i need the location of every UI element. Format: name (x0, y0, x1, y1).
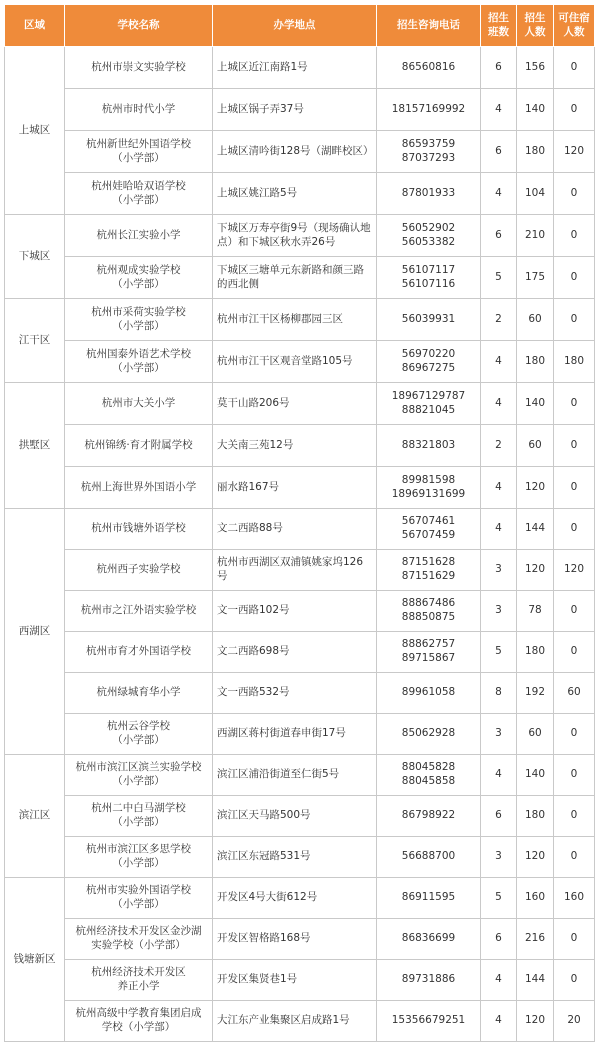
district-cell: 下城区 (5, 215, 65, 299)
school-name: 杭州长江实验小学 (65, 215, 213, 257)
student-count: 60 (517, 714, 554, 755)
student-count: 120 (517, 467, 554, 509)
boarding-count: 0 (554, 837, 595, 878)
header-students: 招生 人数 (517, 5, 554, 47)
school-address: 大江东产业集聚区启成路1号 (213, 1001, 377, 1042)
boarding-count: 0 (554, 383, 595, 425)
class-count: 4 (481, 383, 517, 425)
school-phone: 18157169992 (377, 89, 481, 131)
school-phone: 86798922 (377, 796, 481, 837)
boarding-count: 0 (554, 755, 595, 796)
table-row (5, 509, 595, 550)
boarding-count: 0 (554, 47, 595, 89)
table-row (5, 341, 595, 383)
table-row (5, 591, 595, 632)
district-cell: 滨江区 (5, 755, 65, 878)
class-count: 3 (481, 550, 517, 591)
student-count: 180 (517, 341, 554, 383)
class-count: 4 (481, 341, 517, 383)
student-count: 140 (517, 755, 554, 796)
school-name: 杭州国泰外语艺术学校 （小学部） (65, 341, 213, 383)
student-count: 140 (517, 383, 554, 425)
student-count: 175 (517, 257, 554, 299)
table-row (5, 919, 595, 960)
school-address: 文一西路102号 (213, 591, 377, 632)
school-address: 文一西路532号 (213, 673, 377, 714)
school-phone: 87151628 87151629 (377, 550, 481, 591)
school-name: 杭州绿城育华小学 (65, 673, 213, 714)
table-row (5, 796, 595, 837)
school-name: 杭州市之江外语实验学校 (65, 591, 213, 632)
school-phone: 86836699 (377, 919, 481, 960)
student-count: 60 (517, 425, 554, 467)
school-phone: 56707461 56707459 (377, 509, 481, 550)
boarding-count: 60 (554, 673, 595, 714)
school-address: 杭州市江干区观音堂路105号 (213, 341, 377, 383)
school-address: 上城区清吟街128号（湖畔校区） (213, 131, 377, 173)
student-count: 210 (517, 215, 554, 257)
class-count: 5 (481, 632, 517, 673)
school-phone: 56970220 86967275 (377, 341, 481, 383)
student-count: 120 (517, 1001, 554, 1042)
table-row (5, 550, 595, 591)
school-address: 上城区姚江路5号 (213, 173, 377, 215)
class-count: 2 (481, 299, 517, 341)
school-address: 上城区近江南路1号 (213, 47, 377, 89)
school-table (4, 4, 595, 1042)
student-count: 180 (517, 632, 554, 673)
boarding-count: 0 (554, 299, 595, 341)
class-count: 6 (481, 796, 517, 837)
header-phone: 招生咨询电话 (377, 5, 481, 47)
student-count: 192 (517, 673, 554, 714)
table-row (5, 960, 595, 1001)
table-row (5, 383, 595, 425)
class-count: 5 (481, 878, 517, 919)
class-count: 4 (481, 755, 517, 796)
class-count: 6 (481, 919, 517, 960)
school-address: 丽水路167号 (213, 467, 377, 509)
school-phone: 56052902 56053382 (377, 215, 481, 257)
student-count: 144 (517, 960, 554, 1001)
school-name: 杭州市钱塘外语学校 (65, 509, 213, 550)
school-name: 杭州新世纪外国语学校 （小学部） (65, 131, 213, 173)
boarding-count: 0 (554, 215, 595, 257)
school-address: 滨江区东冠路531号 (213, 837, 377, 878)
school-address: 下城区万寿亭街9号（现场确认地点）和下城区秋水弄26号 (213, 215, 377, 257)
school-name: 杭州市崇文实验学校 (65, 47, 213, 89)
class-count: 3 (481, 837, 517, 878)
school-name: 杭州市滨江区滨兰实验学校 （小学部） (65, 755, 213, 796)
school-phone: 56039931 (377, 299, 481, 341)
school-address: 西湖区蒋村街道春申街17号 (213, 714, 377, 755)
header-school: 学校名称 (65, 5, 213, 47)
table-row (5, 215, 595, 257)
class-count: 8 (481, 673, 517, 714)
school-phone: 85062928 (377, 714, 481, 755)
class-count: 3 (481, 591, 517, 632)
school-name: 杭州市实验外国语学校 （小学部） (65, 878, 213, 919)
school-name: 杭州经济技术开发区 养正小学 (65, 960, 213, 1001)
school-name: 杭州经济技术开发区金沙湖 实验学校（小学部） (65, 919, 213, 960)
school-phone: 86593759 87037293 (377, 131, 481, 173)
school-address: 杭州市西湖区双浦镇姚家坞126号 (213, 550, 377, 591)
student-count: 60 (517, 299, 554, 341)
school-phone: 56688700 (377, 837, 481, 878)
school-address: 杭州市江干区杨柳郡园三区 (213, 299, 377, 341)
class-count: 6 (481, 131, 517, 173)
school-phone: 88862757 89715867 (377, 632, 481, 673)
school-phone: 86911595 (377, 878, 481, 919)
table-row (5, 755, 595, 796)
student-count: 160 (517, 878, 554, 919)
table-row (5, 1001, 595, 1042)
district-cell: 江干区 (5, 299, 65, 383)
table-row (5, 673, 595, 714)
school-phone: 15356679251 (377, 1001, 481, 1042)
school-name: 杭州二中白马湖学校 （小学部） (65, 796, 213, 837)
class-count: 6 (481, 215, 517, 257)
student-count: 156 (517, 47, 554, 89)
school-address: 下城区三塘单元东新路和颜三路的西北侧 (213, 257, 377, 299)
boarding-count: 0 (554, 960, 595, 1001)
school-address: 上城区锅子弄37号 (213, 89, 377, 131)
table-row (5, 131, 595, 173)
school-name: 杭州云谷学校 （小学部） (65, 714, 213, 755)
boarding-count: 0 (554, 919, 595, 960)
school-address: 文二西路698号 (213, 632, 377, 673)
school-name: 杭州市滨江区多思学校 （小学部） (65, 837, 213, 878)
school-phone: 87801933 (377, 173, 481, 215)
class-count: 5 (481, 257, 517, 299)
table-row (5, 467, 595, 509)
table-row (5, 632, 595, 673)
boarding-count: 0 (554, 257, 595, 299)
boarding-count: 0 (554, 467, 595, 509)
table-row (5, 837, 595, 878)
student-count: 216 (517, 919, 554, 960)
school-name: 杭州市时代小学 (65, 89, 213, 131)
district-cell: 西湖区 (5, 509, 65, 755)
class-count: 3 (481, 714, 517, 755)
header-boarding: 可住宿 人数 (554, 5, 595, 47)
school-name: 杭州观成实验学校 （小学部） (65, 257, 213, 299)
boarding-count: 20 (554, 1001, 595, 1042)
boarding-count: 180 (554, 341, 595, 383)
student-count: 144 (517, 509, 554, 550)
school-name: 杭州上海世界外国语小学 (65, 467, 213, 509)
school-phone: 86560816 (377, 47, 481, 89)
class-count: 4 (481, 467, 517, 509)
student-count: 78 (517, 591, 554, 632)
class-count: 4 (481, 960, 517, 1001)
boarding-count: 0 (554, 591, 595, 632)
district-cell: 上城区 (5, 47, 65, 215)
school-phone: 88321803 (377, 425, 481, 467)
header-address: 办学地点 (213, 5, 377, 47)
school-name: 杭州锦绣·育才附属学校 (65, 425, 213, 467)
class-count: 2 (481, 425, 517, 467)
school-name: 杭州高级中学教育集团启成 学校（小学部） (65, 1001, 213, 1042)
boarding-count: 0 (554, 173, 595, 215)
school-phone: 89961058 (377, 673, 481, 714)
school-address: 滨江区天马路500号 (213, 796, 377, 837)
boarding-count: 120 (554, 131, 595, 173)
school-address: 滨江区浦沿街道至仁街5号 (213, 755, 377, 796)
class-count: 4 (481, 1001, 517, 1042)
school-phone: 18967129787 88821045 (377, 383, 481, 425)
header-row (5, 5, 595, 47)
student-count: 104 (517, 173, 554, 215)
school-address: 莫干山路206号 (213, 383, 377, 425)
table-row (5, 299, 595, 341)
school-address: 文二西路88号 (213, 509, 377, 550)
boarding-count: 0 (554, 714, 595, 755)
student-count: 140 (517, 89, 554, 131)
school-name: 杭州西子实验学校 (65, 550, 213, 591)
school-address: 开发区集贤巷1号 (213, 960, 377, 1001)
class-count: 6 (481, 47, 517, 89)
table-body (5, 47, 595, 1042)
district-cell: 钱塘新区 (5, 878, 65, 1042)
school-address: 大关南三苑12号 (213, 425, 377, 467)
boarding-count: 0 (554, 89, 595, 131)
table-row (5, 173, 595, 215)
table-row (5, 425, 595, 467)
class-count: 4 (481, 89, 517, 131)
boarding-count: 160 (554, 878, 595, 919)
school-phone: 89731886 (377, 960, 481, 1001)
district-cell: 拱墅区 (5, 383, 65, 509)
school-name: 杭州市采荷实验学校 （小学部） (65, 299, 213, 341)
school-address: 开发区4号大街612号 (213, 878, 377, 919)
boarding-count: 0 (554, 796, 595, 837)
table-row (5, 257, 595, 299)
school-phone: 88045828 88045858 (377, 755, 481, 796)
school-name: 杭州娃哈哈双语学校 （小学部） (65, 173, 213, 215)
class-count: 4 (481, 173, 517, 215)
table-row (5, 89, 595, 131)
header-classes: 招生 班数 (481, 5, 517, 47)
boarding-count: 0 (554, 509, 595, 550)
boarding-count: 0 (554, 425, 595, 467)
school-name: 杭州市育才外国语学校 (65, 632, 213, 673)
table-row (5, 714, 595, 755)
school-phone: 89981598 18969131699 (377, 467, 481, 509)
header-district: 区域 (5, 5, 65, 47)
student-count: 180 (517, 796, 554, 837)
student-count: 120 (517, 550, 554, 591)
school-phone: 88867486 88850875 (377, 591, 481, 632)
table-row (5, 878, 595, 919)
student-count: 120 (517, 837, 554, 878)
student-count: 180 (517, 131, 554, 173)
boarding-count: 0 (554, 632, 595, 673)
school-name: 杭州市大关小学 (65, 383, 213, 425)
school-phone: 56107117 56107116 (377, 257, 481, 299)
school-address: 开发区智格路168号 (213, 919, 377, 960)
boarding-count: 120 (554, 550, 595, 591)
table-row (5, 47, 595, 89)
class-count: 4 (481, 509, 517, 550)
